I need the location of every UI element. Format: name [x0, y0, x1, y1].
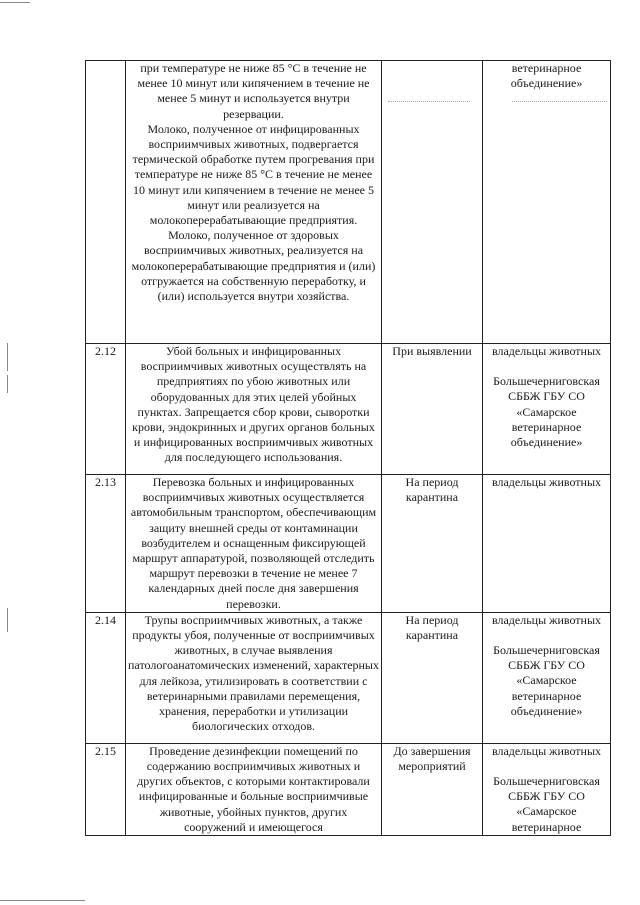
row-number: [86, 61, 126, 344]
measure-responsible: [483, 344, 611, 475]
responsible-party: Большечерниговская СББЖ ГБУ СО «Самарское ветеринарное объединение»: [493, 643, 600, 718]
scan-mark-left-3: [7, 608, 8, 632]
measures-table: [85, 60, 611, 836]
measure-term: На период карантина: [382, 612, 483, 743]
responsible-party: владельцы животных: [491, 612, 602, 627]
measure-term: До завершения мероприятий: [382, 743, 483, 835]
measure-term: На период карантина: [382, 475, 483, 613]
measure-description: [126, 475, 382, 613]
responsible-party: владельцы животных: [491, 475, 602, 489]
row-number: 2.13: [86, 475, 126, 613]
description-paragraph: Убой больных и инфицированных восприимчивых животных осуществлять на предприятиях по убою животных или оборудованных для этих целей убойных пунктах. Запрещается сбор крови, сыворотки крови, эндокринных и других органов больных и инфицированных восприимчивых животных для последующего использования.: [132, 344, 375, 465]
measure-description: [126, 61, 382, 344]
table-row: [86, 612, 611, 743]
responsible-party: Большечерниговская СББЖ ГБУ СО «Самарское ветеринарное объединение»: [493, 374, 600, 450]
description-paragraph: Молоко, полученное от инфицированных восприимчивых животных, подвергается термической обработке путем прогревания при температуре не ниже 85 °С в течение не менее 10 минут или кипячением в течение не менее 5 минут или реализуется на молокоперерабатывающие предприятия.: [132, 121, 375, 228]
description-paragraph: Проведение дезинфекции помещений по содержанию восприимчивых животных и других объектов, с которыми контактировали инфицированные и больные восприимчивые животные, убойных пунктов, других сооружений и имеющегося: [137, 743, 370, 834]
description-paragraph: Молоко, полученное от здоровых восприимчивых животных, реализуется на молокоперерабатывающие предприятия и (или) отгружается на собственную переработку, и (или) используется внутри хозяйства.: [131, 228, 376, 304]
responsible-party: ветеринарное объединение»: [510, 61, 583, 91]
responsible-party: владельцы животных: [491, 344, 602, 358]
table-row: [86, 475, 611, 613]
scan-mark-top-left: [0, 2, 30, 3]
measure-description: [126, 743, 382, 835]
scan-mark-left-2: [7, 375, 8, 393]
measure-responsible: [483, 743, 611, 835]
scan-mark-bottom-left: [0, 900, 85, 901]
measure-responsible: [483, 612, 611, 743]
description-paragraph: Трупы восприимчивых животных, а также продукты убоя, полученные от восприимчивых животных, в случае выявления патологоанатомических изменений, характерных для лейкоза, утилизировать в соответствии с ветеринарными правилами перемещения, хранения, переработки и утилизации биологических отходов.: [128, 612, 379, 734]
responsible-party: владельцы животных: [491, 743, 602, 758]
description-paragraph: Перевозка больных и инфицированных восприимчивых животных осуществляется автомобильным транспортом, обеспечивающим защиту внешней среды от контаминации возбудителем и оснащенным фиксирующей маршрут аппаратурой, позволяющей отследить маршрут перевозки в течение не менее 7 календарных дней после дня завершения перевозки.: [130, 475, 377, 611]
table-row: [86, 344, 611, 475]
measure-responsible: [483, 61, 611, 344]
row-number: 2.15: [86, 743, 126, 835]
description-paragraph: при температуре не ниже 85 °С в течение не менее 10 минут или кипячением в течение не менее 5 минут и используется внутри резервации.: [137, 61, 370, 121]
row-number: 2.12: [86, 344, 126, 475]
measure-responsible: [483, 475, 611, 613]
table-row: [86, 743, 611, 835]
measure-term: [382, 61, 483, 344]
row-number: 2.14: [86, 612, 126, 743]
measure-description: [126, 612, 382, 743]
scan-mark-left-1: [7, 343, 8, 371]
responsible-party: Большечерниговская СББЖ ГБУ СО «Самарское ветеринарное: [493, 774, 600, 834]
measure-term: При выявлении: [382, 344, 483, 475]
table-row: [86, 61, 611, 344]
measure-description: [126, 344, 382, 475]
